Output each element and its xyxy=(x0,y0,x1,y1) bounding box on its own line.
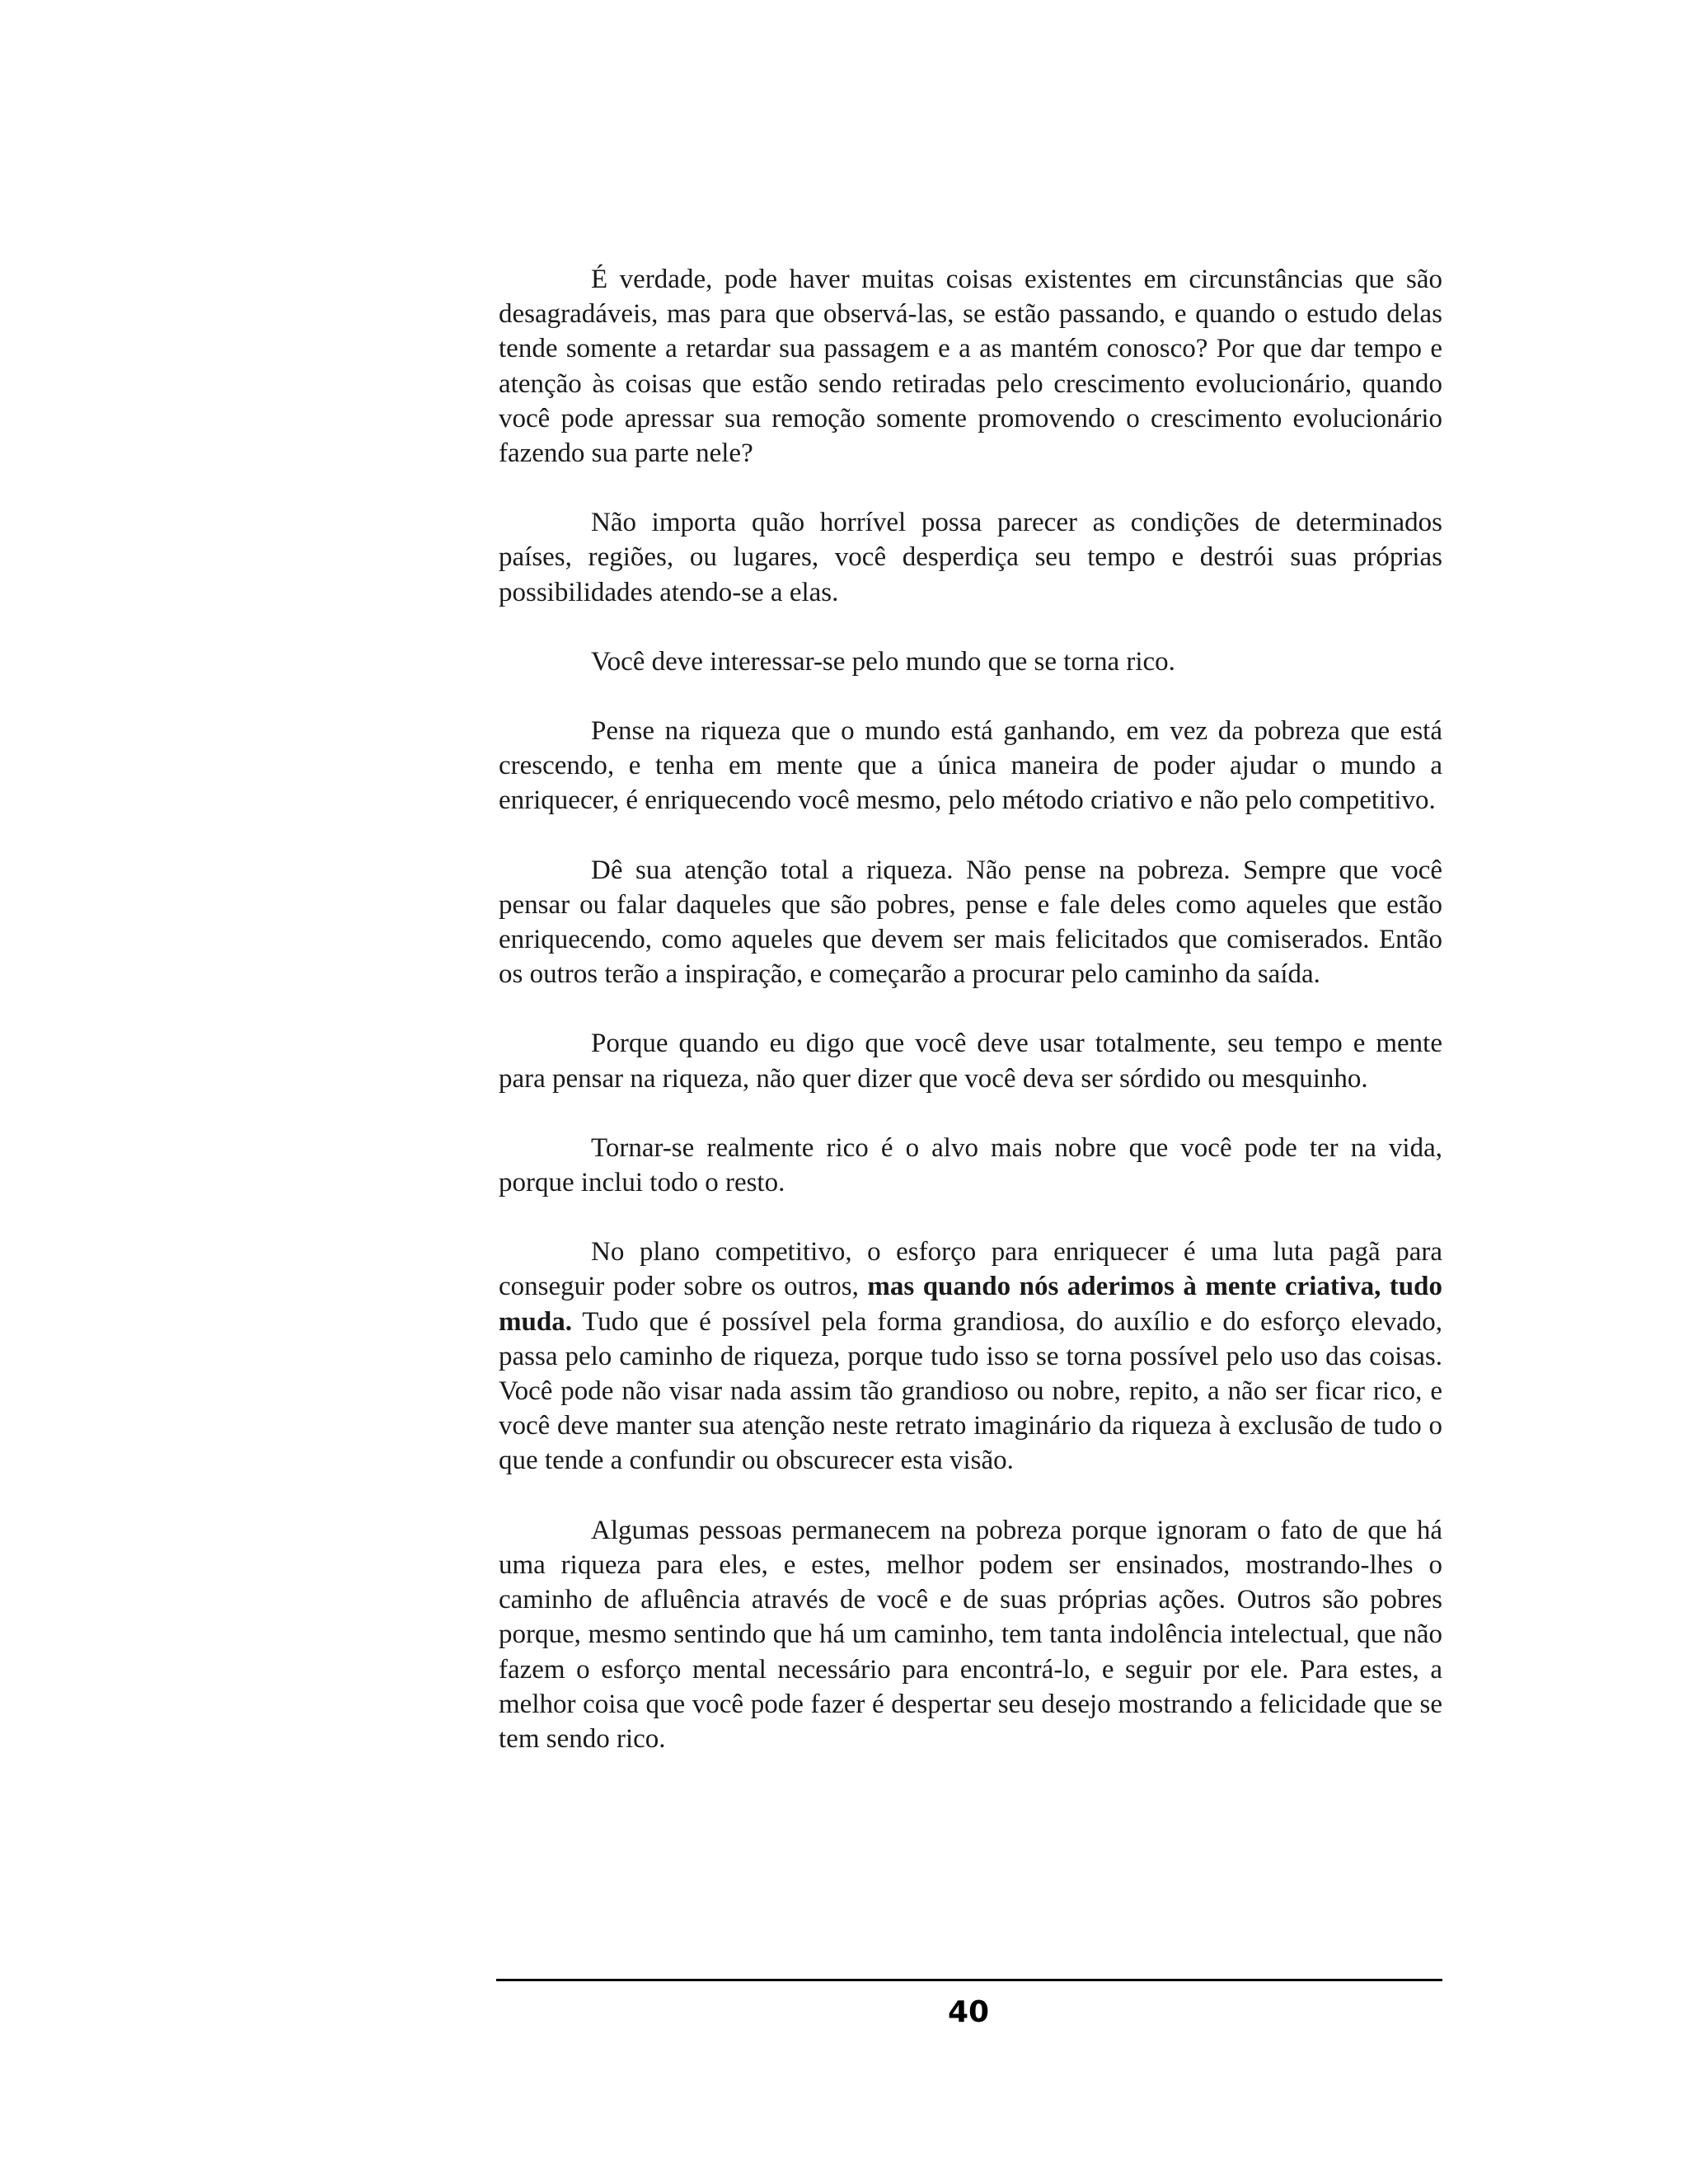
paragraph-3 xyxy=(499,644,1442,679)
paragraph-8 xyxy=(499,1235,1442,1478)
paragraph-text: Tudo que é possível pela forma grandiosa, do auxílio e do esforço elevado, passa pelo caminho de riqueza, porque tudo isso se torna possível pelo uso das coisas. Você pode não visar nada assim tão grandioso ou nobre, repito, a não ser ficar rico, e você deve manter sua atenção neste retrato imaginário da riqueza à exclusão de tudo o que tende a confundir ou obscurecer esta visão. xyxy=(499,1306,1442,1476)
paragraph-text: Algumas pessoas permanecem na pobreza porque ignoram o fato de que há uma riqueza para eles, e estes, melhor podem ser ensinados, mostrando-lhes o caminho de afluência através de você e de suas próprias ações. Outros são pobres porque, mesmo sentindo que há um caminho, tem tanta indolência intelectual, que não fazem o esforço mental necessário para encontrá-lo, e seguir por ele. Para estes, a melhor coisa que você pode fazer é despertar seu desejo mostrando a felicidade que se tem sendo rico. xyxy=(499,1515,1442,1754)
paragraph-9 xyxy=(499,1513,1442,1756)
paragraph-1 xyxy=(499,262,1442,471)
paragraph-text: Você deve interessar-se pelo mundo que se torna rico. xyxy=(591,646,1175,677)
paragraph-6 xyxy=(499,1026,1442,1095)
paragraph-text: Tornar-se realmente rico é o alvo mais nobre que você pode ter na vida, porque inclui todo o resto. xyxy=(499,1132,1442,1198)
page-number: 40 xyxy=(947,1995,990,2029)
paragraph-4 xyxy=(499,714,1442,818)
paragraph-text: É verdade, pode haver muitas coisas existentes em circunstâncias que são desagradáveis, mas para que observá-las, se estão passando, e quando o estudo delas tende somente a retardar sua passagem e a as mantém conosco? Por que dar tempo e atenção às coisas que estão sendo retiradas pelo crescimento evolucionário, quando você pode apressar sua remoção somente promovendo o crescimento evolucionário fazendo sua parte nele? xyxy=(499,265,1442,469)
paragraph-5 xyxy=(499,853,1442,992)
paragraph-7 xyxy=(499,1131,1442,1200)
body-text xyxy=(499,262,1442,1791)
paragraph-text: Porque quando eu digo que você deve usar totalmente, seu tempo e mente para pensar na riqueza, não quer dizer que você deva ser sórdido ou mesquinho. xyxy=(499,1029,1442,1094)
paragraph-2 xyxy=(499,505,1442,610)
paragraph-text: No plano competitivo, o esforço para enriquecer é uma luta pagã para conseguir poder sobre os outros, xyxy=(499,1237,1442,1302)
footer-divider xyxy=(496,1979,1442,1981)
paragraph-bold-text: mas quando nós aderimos à mente criativa, tudo muda. xyxy=(499,1272,1442,1337)
paragraph-text: Não importa quão horrível possa parecer as condições de determinados países, regiões, ou lugares, você desperdiça seu tempo e destrói suas próprias possibilidades atendo-se a elas. xyxy=(499,508,1442,607)
paragraph-text: Pense na riqueza que o mundo está ganhando, em vez da pobreza que está crescendo, e tenha em mente que a única maneira de poder ajudar o mundo a enriquecer, é enriquecendo você mesmo, pelo método criativo e não pelo competitivo. xyxy=(499,716,1442,816)
paragraph-text: Dê sua atenção total a riqueza. Não pense na pobreza. Sempre que você pensar ou falar daqueles que são pobres, pense e fale deles como aqueles que estão enriquecendo, como aqueles que devem ser mais felicitados que comiserados. Então os outros terão a inspiração, e começarão a procurar pelo caminho da saída. xyxy=(499,855,1442,990)
